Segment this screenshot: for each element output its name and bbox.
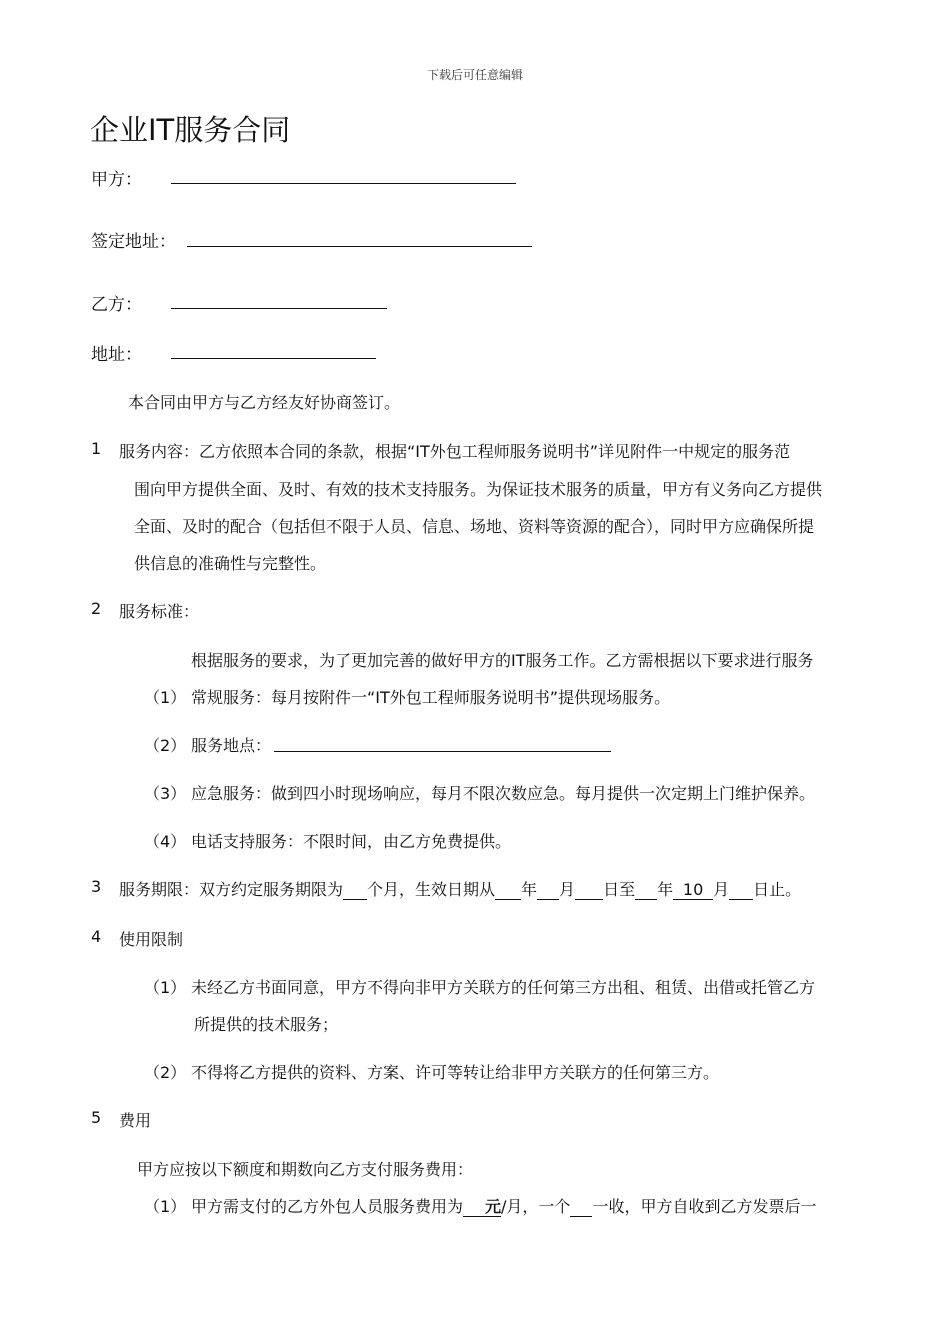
- start-year-blank[interactable]: [495, 880, 521, 900]
- party-a-blank[interactable]: [171, 183, 516, 184]
- text: /月，一个: [501, 1197, 571, 1216]
- service-location-blank[interactable]: [274, 751, 611, 752]
- page-header: 下载后可任意编辑: [426, 68, 523, 82]
- end-year-blank[interactable]: [635, 880, 657, 900]
- address-label: 地址：: [91, 345, 142, 365]
- billing-period-blank[interactable]: [570, 1197, 592, 1217]
- text: 一收，甲方自收到乙方发票后一: [592, 1197, 817, 1216]
- text: 年: [657, 880, 674, 899]
- item-text: 未经乙方书面同意，甲方不得向非甲方关联方的任何第三方出租、租赁、出借或托管乙方: [191, 978, 816, 997]
- party-b-blank[interactable]: [171, 308, 387, 309]
- address-blank[interactable]: [171, 358, 376, 359]
- item-text: 常规服务：每月按附件一“IT外包工程师服务说明书”提供现场服务。: [191, 688, 671, 707]
- fee-amount-blank[interactable]: [463, 1197, 485, 1217]
- end-day-blank[interactable]: [729, 880, 753, 900]
- section-2-paragraph: 根据服务的要求，为了更加完善的做好甲方的IT服务工作。乙方需根据以下要求进行服务: [191, 651, 814, 670]
- item-text: 服务地点：: [191, 736, 272, 755]
- section-1-number: 1: [91, 439, 102, 458]
- item-number: （1）: [144, 688, 187, 707]
- intro-text: 本合同由甲方与乙方经友好协商签订。: [128, 393, 401, 412]
- sign-location-blank[interactable]: [187, 246, 532, 247]
- text: 月: [559, 880, 576, 899]
- item-number: （4）: [144, 832, 187, 851]
- item-text: 不得将乙方提供的资料、方案、许可等转让给非甲方关联方的任何第三方。: [191, 1063, 720, 1082]
- section-1-line: 供信息的准确性与完整性。: [134, 554, 327, 573]
- text: 年: [521, 880, 538, 899]
- item-number: （3）: [144, 784, 187, 803]
- text: 甲方需支付的乙方外包人员服务费用为: [191, 1197, 464, 1216]
- text: 服务期限：双方约定服务期限为: [119, 880, 344, 899]
- section-1-line: 围向甲方提供全面、及时、有效的技术支持服务。为保证技术服务的质量，甲方有义务向乙方提供: [134, 480, 823, 499]
- section-2-number: 2: [91, 599, 102, 618]
- section-5-title: 费用: [119, 1111, 152, 1130]
- item-number: （2）: [144, 1063, 187, 1082]
- section-5-paragraph: 甲方应按以下额度和期数向乙方支付服务费用：: [137, 1160, 474, 1179]
- start-month-blank[interactable]: [537, 880, 559, 900]
- text: 个月，生效日期从: [367, 880, 496, 899]
- section-4-number: 4: [91, 927, 102, 946]
- months-blank[interactable]: [343, 880, 367, 900]
- item-text: 电话支持服务：不限时间，由乙方免费提供。: [191, 832, 512, 851]
- section-1-line: 全面、及时的配合（包括但不限于人员、信息、场地、资料等资源的配合），同时甲方应确保所提: [134, 517, 815, 536]
- text: 日至: [603, 880, 636, 899]
- section-4-title: 使用限制: [119, 930, 184, 949]
- text: 日止。: [753, 880, 802, 899]
- section-1-line: 服务内容：乙方依照本合同的条款，根据“IT外包工程师服务说明书”详见附件一中规定的服务范: [119, 442, 791, 461]
- party-a-label: 甲方：: [91, 170, 142, 190]
- item-text: 所提供的技术服务；: [194, 1015, 339, 1034]
- start-day-blank[interactable]: [575, 880, 603, 900]
- item-number: （1）: [144, 1197, 187, 1216]
- document-title: 企业IT服务合同: [90, 113, 291, 147]
- end-month-value[interactable]: 10: [673, 880, 713, 900]
- section-3-number: 3: [91, 877, 102, 896]
- section-3-line: [119, 877, 801, 900]
- section-5-number: 5: [91, 1108, 102, 1127]
- sign-location-label: 签定地址：: [91, 232, 176, 252]
- text: 月: [713, 880, 730, 899]
- section-2-title: 服务标准：: [119, 602, 200, 621]
- party-b-label: 乙方：: [91, 295, 142, 315]
- item-number: （2）: [144, 736, 187, 755]
- item-text: [191, 1194, 816, 1217]
- item-text: 应急服务：做到四小时现场响应，每月不限次数应急。每月提供一次定期上门维护保养。: [191, 784, 816, 803]
- item-number: （1）: [144, 978, 187, 997]
- currency-unit: 元: [485, 1197, 502, 1216]
